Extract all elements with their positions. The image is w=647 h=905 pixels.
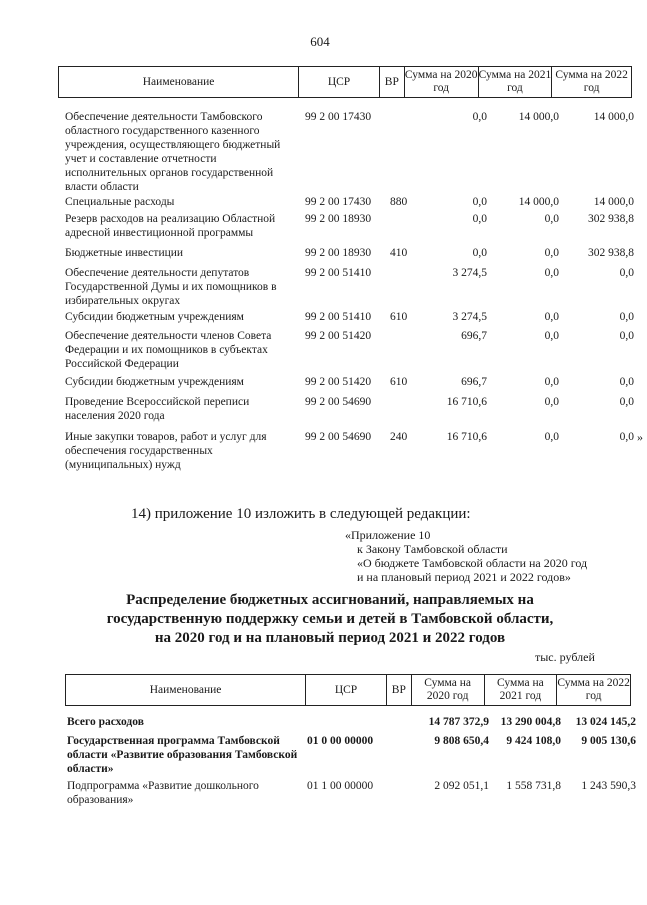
units-label: тыс. рублей: [535, 650, 595, 664]
row-sum-2022: 0,0: [619, 330, 634, 342]
row-sum-2021: 0,0: [544, 330, 559, 342]
row-sum-2021: 13 290 004,8: [500, 716, 561, 728]
row-sum-2020: 9 808 650,4: [434, 735, 489, 747]
row-sum-2022: 9 005 130,6: [581, 735, 636, 747]
row-sum-2021: 0,0: [544, 376, 559, 388]
row-sum-2021: 0,0: [544, 247, 559, 259]
row-vr: 610: [390, 376, 408, 388]
appendix-reference: [345, 528, 587, 584]
row-sum-2020: 0,0: [472, 247, 487, 259]
row-sum-2022: 0,0: [619, 311, 634, 323]
table2-header: [65, 674, 631, 706]
row-sum-2022: 0,0: [619, 376, 634, 388]
header-name: Наименование: [66, 675, 306, 705]
row-csr: 99 2 00 18930: [305, 213, 372, 225]
row-csr: 01 1 00 00000: [307, 780, 374, 792]
row-sum-2020: 16 710,6: [446, 396, 487, 408]
row-name: Проведение Всероссийской переписи населения 2020 года: [65, 396, 250, 422]
row-name: Субсидии бюджетным учреждениям: [65, 311, 244, 323]
header-sum-2021: Сумма на 2021 год: [479, 67, 553, 97]
row-sum-2020: 0,0: [472, 111, 487, 123]
title-line: Распределение бюджетных ассигнований, направляемых на: [126, 592, 534, 608]
table-row: [65, 266, 645, 308]
row-sum-2020: 696,7: [461, 330, 487, 342]
amendment-text: 14) приложение 10 изложить в следующей редакции:: [131, 506, 471, 522]
row-sum-2020: 0,0: [472, 213, 487, 225]
row-csr: 99 2 00 51410: [305, 267, 372, 279]
row-vr: 240: [390, 431, 408, 443]
table-row: [65, 375, 645, 389]
row-csr: 99 2 00 51410: [305, 311, 372, 323]
header-sum-2021: Сумма на 2021 год: [485, 675, 558, 705]
row-sum-2022: 1 243 590,3: [581, 780, 636, 792]
header-sum-2022: Сумма на 2022 год: [557, 677, 630, 702]
row-sum-2020: 3 274,5: [452, 267, 487, 279]
appendix-line: к Закону Тамбовской области: [357, 542, 508, 556]
row-name: Субсидии бюджетным учреждениям: [65, 376, 244, 388]
row-csr: 01 0 00 00000: [307, 735, 374, 747]
row-sum-2021: 14 000,0: [518, 196, 559, 208]
row-vr: 610: [390, 311, 408, 323]
row-name: Бюджетные инвестиции: [65, 247, 184, 259]
row-name: Обеспечение деятельности членов Совета Федерации и их помощников в субъектах Российской Федерации: [65, 330, 272, 370]
appendix-line: «О бюджете Тамбовской области на 2020 год: [357, 556, 588, 570]
row-sum-2020: 16 710,6: [446, 431, 487, 443]
table-row: [65, 310, 645, 324]
title-line: на 2020 год и на плановый период 2021 и 2022 годов: [154, 630, 506, 646]
row-sum-2021: 0,0: [544, 311, 559, 323]
row-sum-2022: 14 000,0: [593, 111, 634, 123]
table-row: [65, 110, 645, 194]
row-sum-2021: 0,0: [544, 267, 559, 279]
header-sum-2020: Сумма на 2020 год: [412, 675, 485, 705]
row-name: Обеспечение деятельности депутатов Государственной Думы и их помощников в избирательных округах: [65, 267, 277, 307]
row-sum-2022: 0,0: [619, 431, 634, 443]
header-csr: ЦСР: [299, 67, 380, 97]
row-csr: 99 2 00 17430: [305, 111, 372, 123]
row-sum-2022: 0,0: [619, 267, 634, 279]
row-sum-2021: 0,0: [544, 396, 559, 408]
row-name: Всего расходов: [67, 716, 144, 728]
header-sum-2022: Сумма на 2022 год: [555, 69, 628, 94]
header-sum-2020: Сумма на 2020 год: [405, 67, 479, 97]
row-csr: 99 2 00 54690: [305, 431, 372, 443]
header-vr: ВР: [387, 675, 412, 705]
row-csr: 99 2 00 51420: [305, 376, 372, 388]
header-csr: ЦСР: [306, 675, 387, 705]
row-sum-2022: 302 938,8: [588, 213, 634, 225]
row-sum-2021: 0,0: [544, 213, 559, 225]
table-row: [67, 779, 647, 809]
appendix-line: и на плановый период 2021 и 2022 годов»: [357, 570, 571, 584]
row-csr: 99 2 00 17430: [305, 196, 372, 208]
row-vr: 410: [390, 247, 408, 259]
row-sum-2022: 302 938,8: [588, 247, 634, 259]
row-sum-2020: 2 092 051,1: [434, 780, 489, 792]
row-sum-2021: 1 558 731,8: [506, 780, 561, 792]
title-line: государственную поддержку семьи и детей в Тамбовской области,: [106, 611, 554, 627]
row-name: Резерв расходов на реализацию Областной адресной инвестиционной программы: [65, 213, 276, 239]
table-row: [65, 430, 645, 472]
row-name: Обеспечение деятельности Тамбовского областного государственного казенного учреждения, осуществляющего бюджетный учет и составление отчетности исполнительных органов государственной власти области: [65, 111, 281, 193]
row-sum-2020: 696,7: [461, 376, 487, 388]
row-name: Подпрограмма «Развитие дошкольного образования»: [67, 780, 259, 806]
section-title: [100, 591, 560, 648]
row-sum-2022: 13 024 145,2: [575, 716, 636, 728]
closing-quote: »: [637, 430, 643, 444]
table-row: [67, 715, 647, 729]
page-number: 604: [310, 34, 330, 49]
row-name: Специальные расходы: [65, 196, 175, 208]
table-row: [65, 395, 645, 425]
table-row: [65, 212, 645, 242]
row-sum-2020: 14 787 372,9: [428, 716, 489, 728]
table1-header: [58, 66, 632, 98]
row-vr: 880: [390, 196, 408, 208]
row-sum-2020: 3 274,5: [452, 311, 487, 323]
row-csr: 99 2 00 18930: [305, 247, 372, 259]
table-row: [65, 329, 645, 373]
row-sum-2021: 14 000,0: [518, 111, 559, 123]
row-csr: 99 2 00 54690: [305, 396, 372, 408]
appendix-line: «Приложение 10: [345, 528, 431, 542]
row-csr: 99 2 00 51420: [305, 330, 372, 342]
row-sum-2021: 0,0: [544, 431, 559, 443]
row-sum-2020: 0,0: [472, 196, 487, 208]
table-row: [65, 195, 645, 209]
row-name: Иные закупки товаров, работ и услуг для обеспечения государственных (муниципальных) нужд: [65, 431, 267, 471]
row-name: Государственная программа Тамбовской области «Развитие образования Тамбовской области»: [67, 735, 298, 775]
header-name: Наименование: [59, 67, 299, 97]
row-sum-2022: 14 000,0: [593, 196, 634, 208]
row-sum-2022: 0,0: [619, 396, 634, 408]
header-vr: ВР: [380, 67, 405, 97]
table-row: [65, 246, 645, 260]
table-row: [67, 734, 647, 778]
row-sum-2021: 9 424 108,0: [506, 735, 561, 747]
